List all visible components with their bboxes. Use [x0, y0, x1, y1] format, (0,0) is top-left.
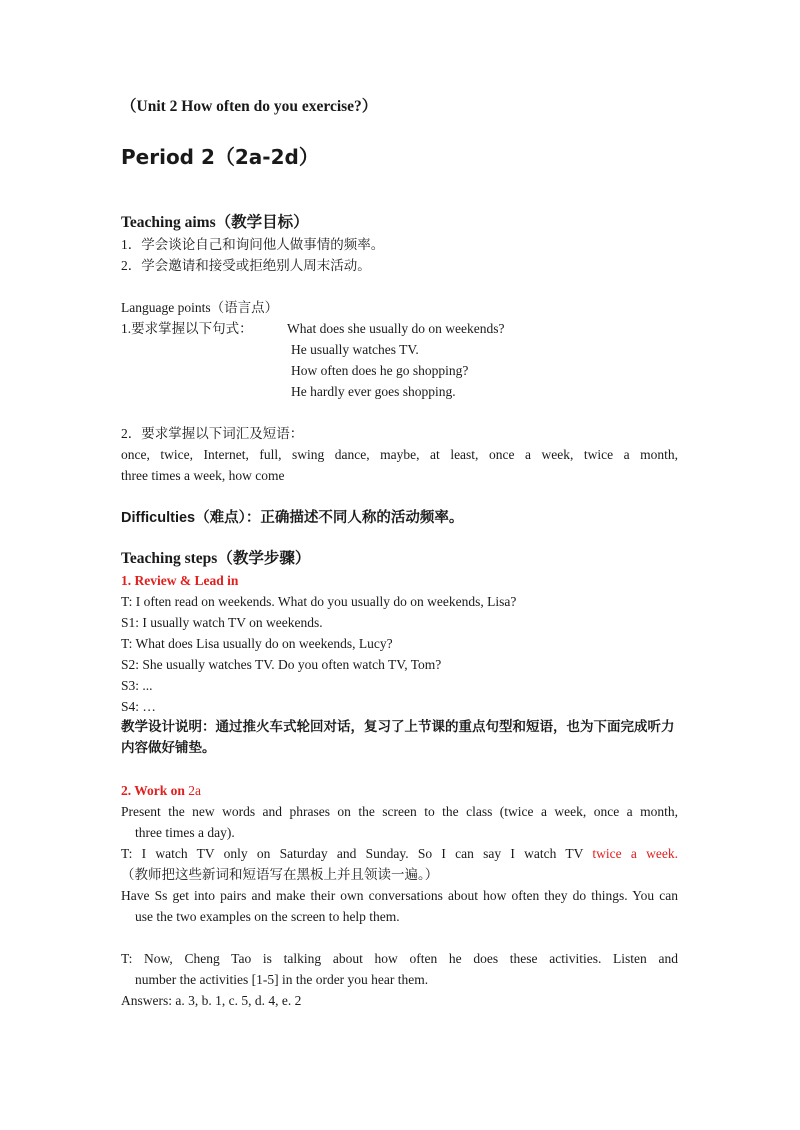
dialogue-line: S4: …: [121, 699, 156, 714]
vocabulary-line: once, twice, Internet, full, swing dance, maybe, at least, once a week, twice a month,: [121, 447, 678, 462]
step1-title: 1. Review & Lead in: [121, 573, 239, 588]
teacher-note-cn: （教师把这些新词和短语写在黑板上并且领读一遍。）: [121, 867, 439, 882]
dialogue-line: T: What does Lisa usually do on weekends, Lucy?: [121, 636, 393, 651]
teaching-aims-heading: Teaching aims（教学目标）: [121, 214, 309, 231]
sentence-pattern: What does she usually do on weekends?: [287, 321, 505, 336]
dialogue-line: S2: She usually watches TV. Do you often watch TV, Tom?: [121, 657, 442, 672]
sentence-patterns-label: 1.要求掌握以下句式：: [121, 321, 253, 336]
step2-title-bold: 2. Work on: [121, 783, 185, 798]
teaching-aim-item: 1．学会谈论自己和询问他人做事情的频率。: [121, 237, 385, 252]
design-note: 教学设计说明：通过推火车式轮回对话，复习了上节课的重点句型和短语，也为下面完成听力内容做好铺垫。: [121, 719, 675, 756]
step2-title: [121, 782, 201, 800]
vocabulary-line: three times a week, how come: [121, 468, 285, 483]
sentence-pattern: How often does he go shopping?: [291, 363, 469, 378]
listen-instruction: T: Now, Cheng Tao is talking about how often he does these activities. Listen and: [121, 951, 678, 966]
pairs-instruction: Have Ss get into pairs and make their own conversations about how often they do things. You can: [121, 888, 678, 903]
teacher-example-text: T: I watch TV only on Saturday and Sunday. So I can say I watch TV: [121, 846, 593, 861]
dialogue-line: T: I often read on weekends. What do you usually do on weekends, Lisa?: [121, 594, 517, 609]
answers-line: Answers: a. 3, b. 1, c. 5, d. 4, e. 2: [121, 993, 302, 1008]
dialogue-line: S1: I usually watch TV on weekends.: [121, 615, 323, 630]
teacher-example-line: [121, 843, 678, 864]
listen-instruction: number the activities [1-5] in the order you hear them.: [135, 972, 429, 987]
language-points-heading: Language points（语言点）: [121, 300, 279, 315]
teaching-aim-item: 2．学会邀请和接受或拒绝别人周末活动。: [121, 258, 371, 273]
period-title: Period 2（2a-2d）: [121, 145, 319, 169]
teaching-steps-heading: Teaching steps（教学步骤）: [121, 550, 311, 567]
vocabulary-label: 2．要求掌握以下词汇及短语：: [121, 426, 304, 441]
sentence-pattern: He usually watches TV.: [291, 342, 419, 357]
difficulties-heading: Difficulties（难点）：正确描述不同人称的活动频率。: [121, 510, 464, 526]
dialogue-line: S3: ...: [121, 678, 153, 693]
teacher-example-highlight: twice a week.: [592, 846, 678, 861]
present-line: Present the new words and phrases on the screen to the class (twice a week, once a month,: [121, 804, 678, 819]
unit-subtitle: （Unit 2 How often do you exercise?）: [121, 98, 378, 115]
present-line: three times a day).: [135, 825, 235, 840]
pairs-instruction: use the two examples on the screen to help them.: [135, 909, 400, 924]
step2-title-rest: 2a: [188, 783, 202, 798]
sentence-pattern: He hardly ever goes shopping.: [291, 384, 456, 399]
